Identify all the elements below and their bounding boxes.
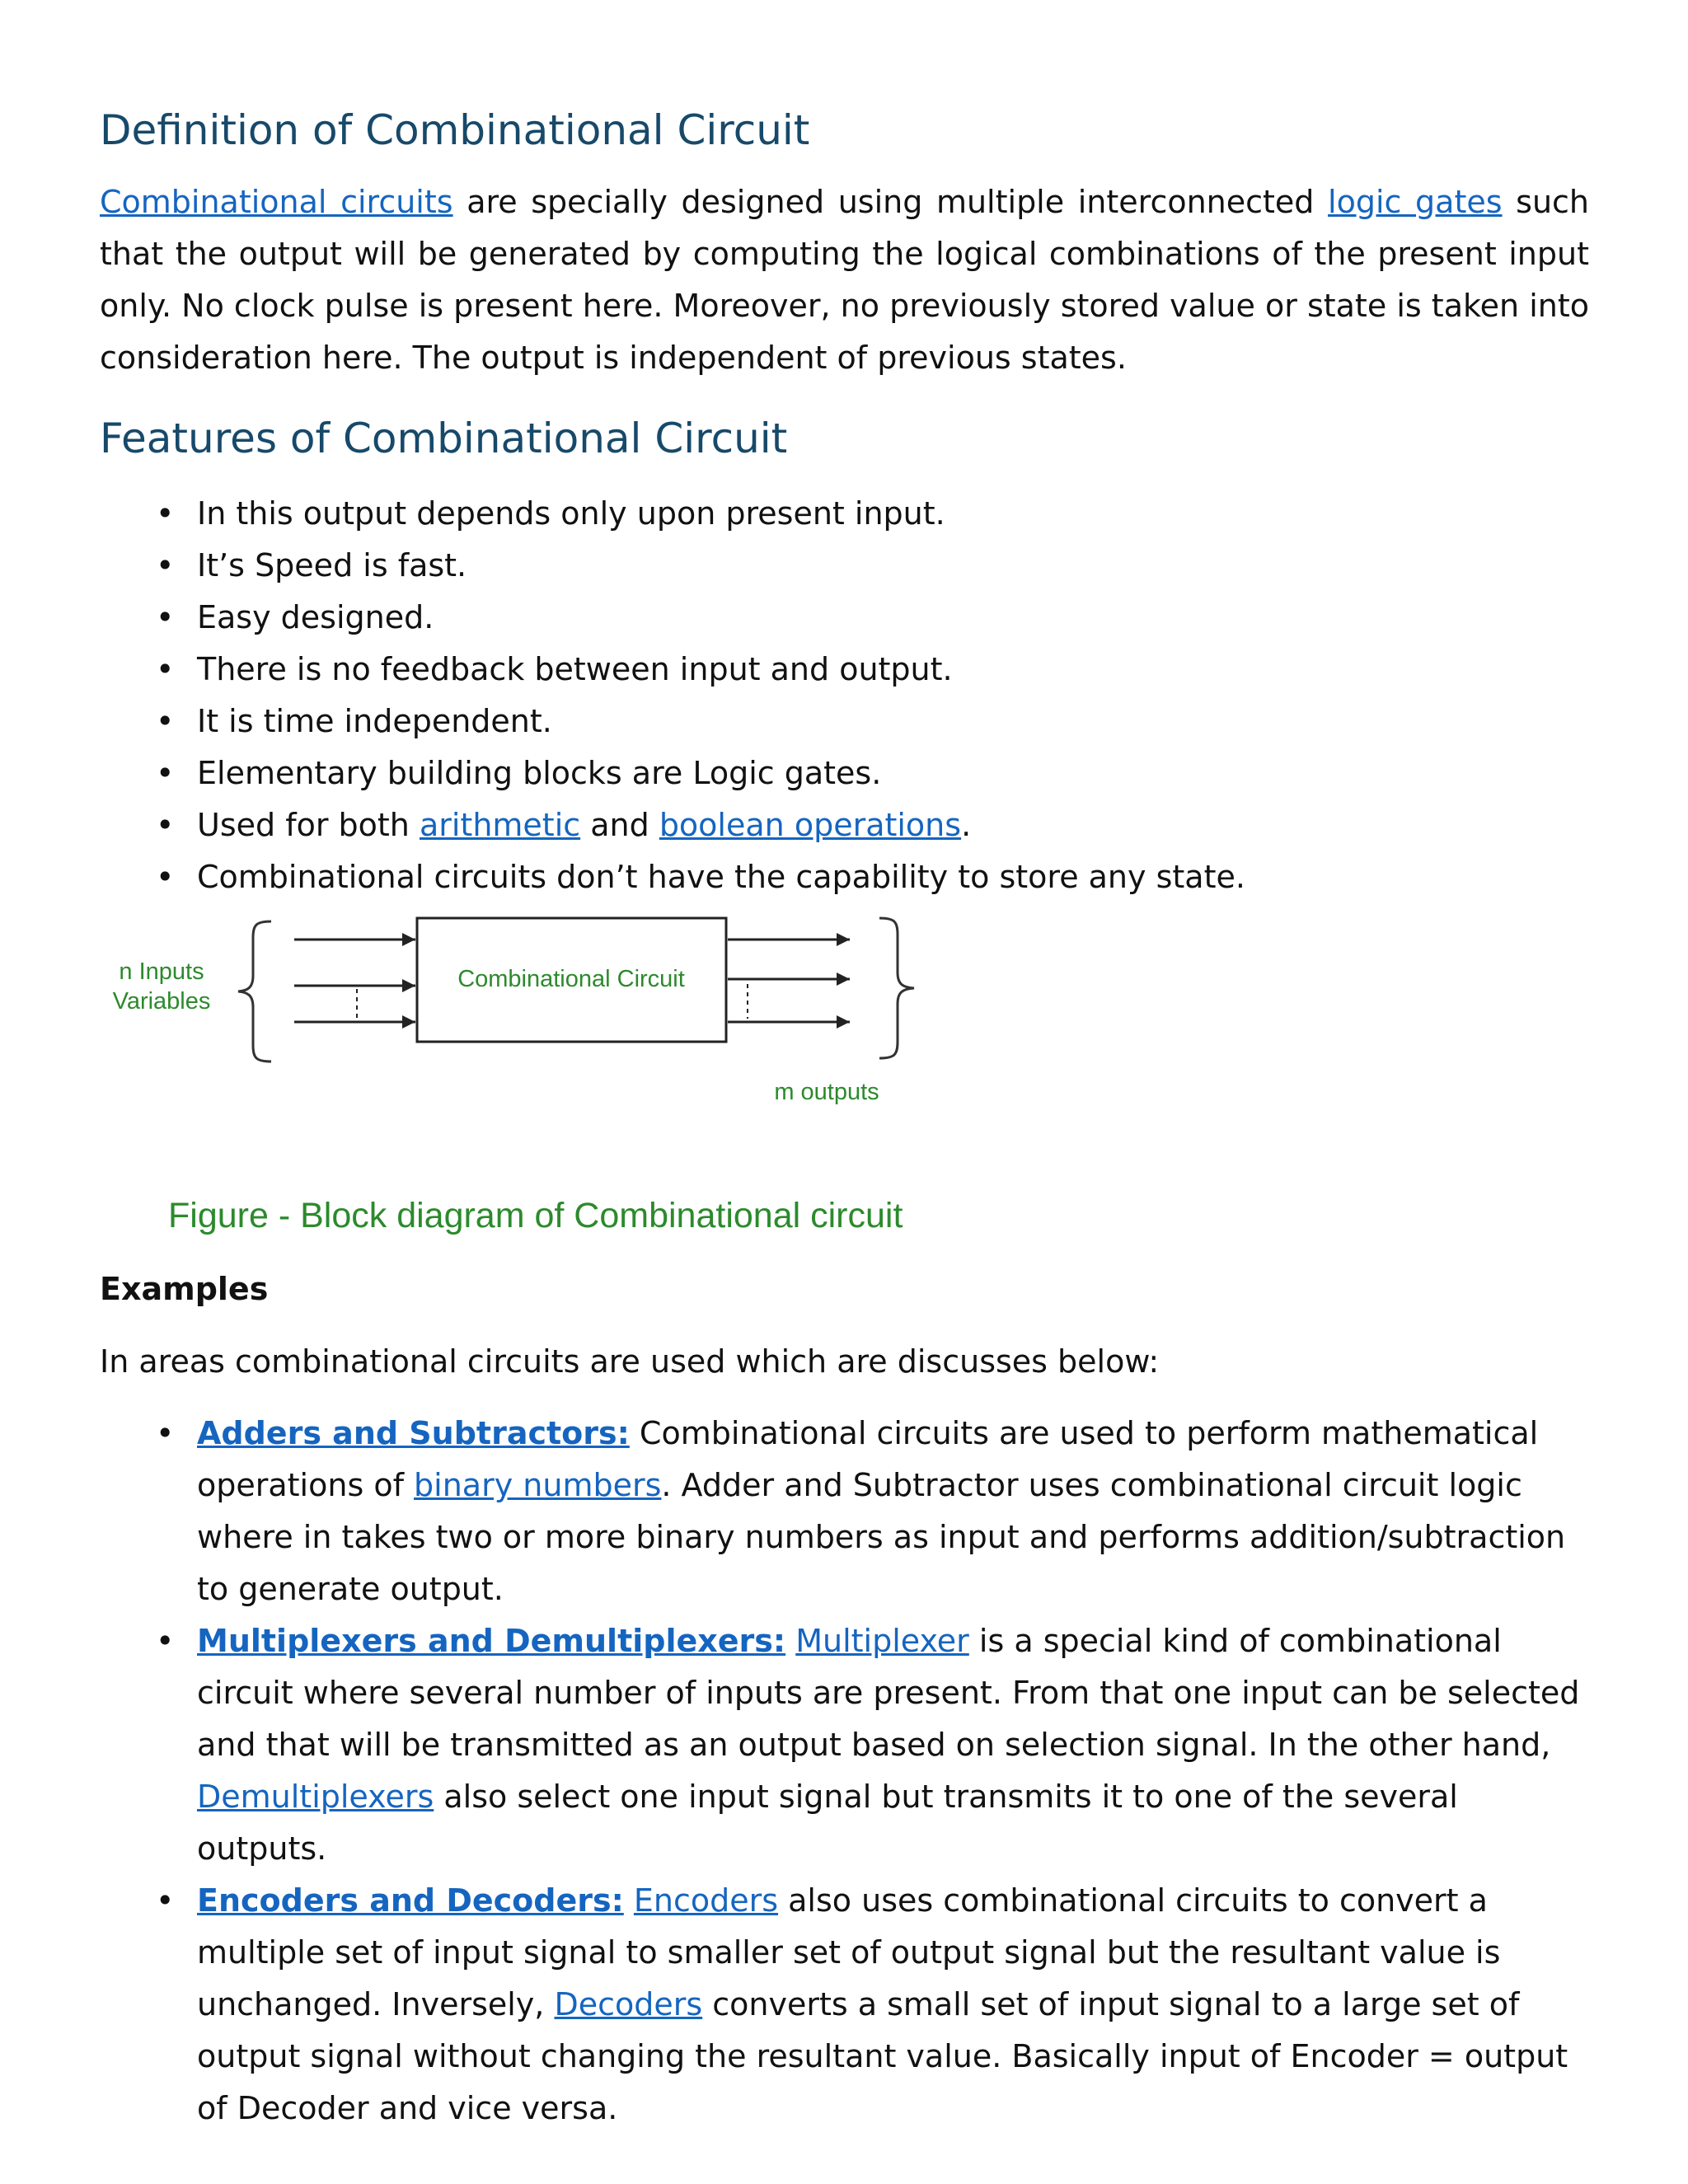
spacer [785, 1623, 795, 1659]
multiplexers-text-2: also select one input signal but transmits it to one of the several outputs. [197, 1779, 1458, 1867]
feature-item: • In this output depends only upon present input. [100, 488, 1589, 540]
example-item-adders [100, 1408, 1589, 1615]
arithmetic-link[interactable]: arithmetic [419, 807, 581, 843]
binary-numbers-link[interactable]: binary numbers [414, 1467, 662, 1503]
outputs-label: m outputs [774, 1079, 879, 1105]
combinational-circuits-link[interactable]: Combinational circuits [100, 184, 453, 220]
used-for-suffix: . [961, 807, 972, 843]
boolean-operations-link[interactable]: boolean operations [659, 807, 962, 843]
adders-subtractors-link[interactable]: Adders and Subtractors: [197, 1415, 630, 1451]
features-list [100, 488, 1589, 903]
examples-heading: Examples [100, 1271, 269, 1307]
feature-item: • It is time independent. [100, 696, 1589, 748]
encoders-decoders-link[interactable]: Encoders and Decoders: [197, 1882, 624, 1919]
definition-heading: Definition of Combinational Circuit [100, 106, 810, 154]
figure-caption: Figure - Block diagram of Combinational circuit [168, 1196, 903, 1235]
inputs-label-line2: Variables [112, 988, 211, 1015]
example-item-multiplexers [100, 1615, 1589, 1875]
feature-item: • Easy designed. [100, 592, 1589, 644]
encoders-text-2: converts a small set of input signal to a large set of output signal without changing the resultant value. Basically input of Encoder = output of Decoder and vice versa. [197, 1986, 1568, 2126]
input-brace-icon [238, 921, 271, 1062]
examples-list [100, 1408, 1589, 2135]
adders-text-2: . Adder and Subtractor uses combinational circuit logic where in takes two or more binary numbers as input and performs addition/subtraction to generate output. [197, 1467, 1566, 1607]
feature-item: • Elementary building blocks are Logic gates. [100, 748, 1589, 799]
examples-intro: In areas combinational circuits are used which are discusses below: [100, 1343, 1160, 1380]
logic-gates-link[interactable]: logic gates [1328, 184, 1503, 220]
features-heading: Features of Combinational Circuit [100, 415, 788, 462]
definition-text-2: such that the output will be generated by computing the logical combinations of the present input only. No clock pulse is present here. Moreover, no previously stored value or state is taken into consideration here. The output is independent of previous states. [100, 184, 1590, 376]
block-diagram [100, 913, 965, 1119]
feature-item: • It’s Speed is fast. [100, 540, 1589, 592]
feature-item: • Combinational circuits don’t have the capability to store any state. [100, 851, 1589, 903]
encoders-text-1: also uses combinational circuits to convert a multiple set of input signal to smaller set of output signal but the resultant value is unchanged. Inversely, [197, 1882, 1501, 2022]
multiplexer-link[interactable]: Multiplexer [795, 1623, 969, 1659]
output-brace-icon [879, 918, 914, 1058]
multiplexers-text-1: is a special kind of combinational circuit where several number of inputs are present. From that one input can be selected and that will be transmitted as an output based on selection signal. In the other hand, [197, 1623, 1580, 1763]
multiplexers-demultiplexers-link[interactable]: Multiplexers and Demultiplexers: [197, 1623, 786, 1659]
used-for-prefix: Used for both [197, 807, 420, 843]
feature-item-used-for [100, 799, 1589, 851]
demultiplexers-link[interactable]: Demultiplexers [197, 1779, 434, 1815]
decoders-link[interactable]: Decoders [554, 1986, 703, 2022]
definition-paragraph [100, 176, 1589, 384]
adders-text-1: Combinational circuits are used to perform mathematical operations of [197, 1415, 1539, 1503]
used-for-mid: and [580, 807, 659, 843]
feature-item: • There is no feedback between input and output. [100, 644, 1589, 696]
inputs-label-line1: n Inputs [119, 958, 204, 985]
encoders-link[interactable]: Encoders [633, 1882, 779, 1919]
spacer [624, 1882, 634, 1919]
definition-text-1: are specially designed using multiple interconnected [452, 184, 1329, 220]
example-item-encoders [100, 1875, 1589, 2135]
block-label: Combinational Circuit [457, 966, 685, 992]
